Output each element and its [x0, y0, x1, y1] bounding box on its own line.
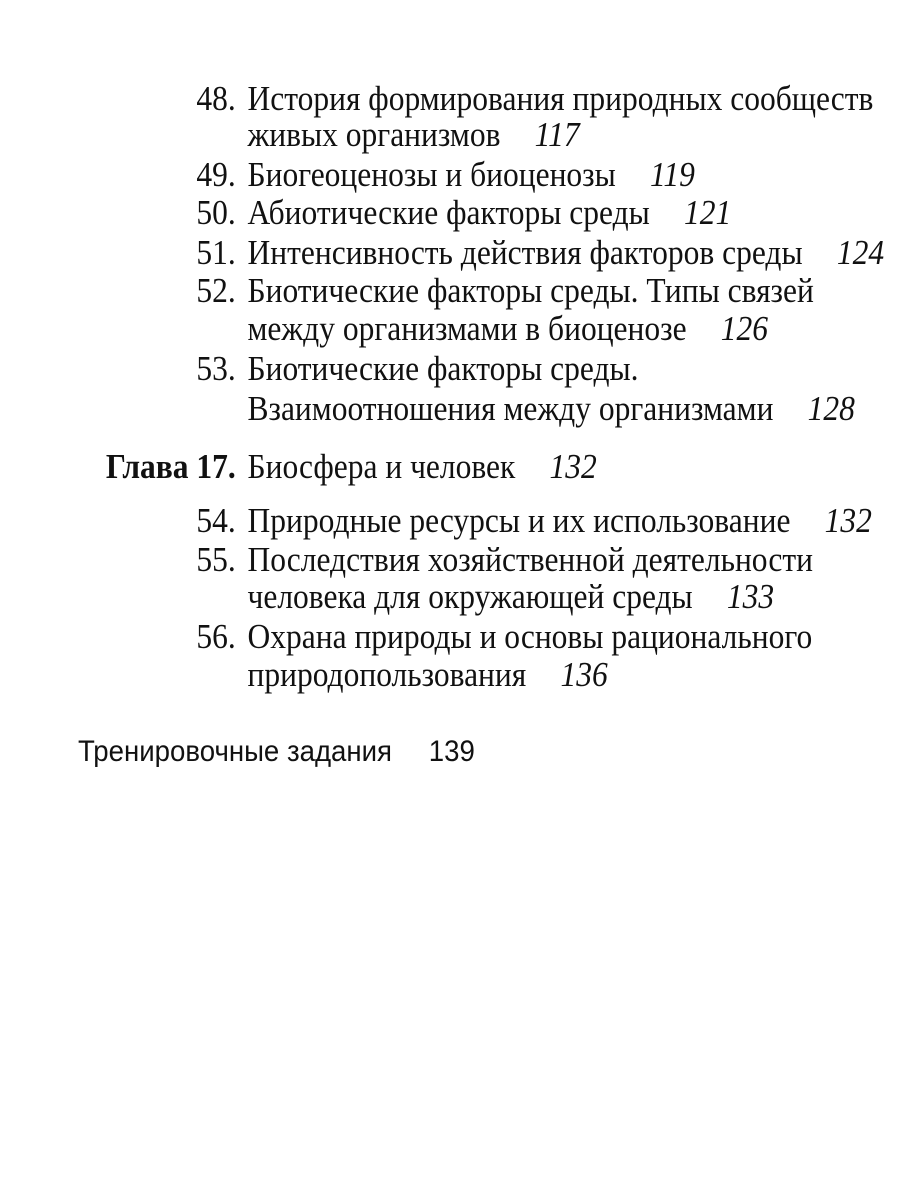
training-label: Тренировочные задания — [78, 735, 393, 768]
entry-title: между организмами в биоценозе — [247, 309, 687, 348]
entry-number: 56. — [196, 617, 236, 656]
entry-title: Абиотические факторы среды — [247, 193, 650, 232]
entry-number: 48. — [196, 79, 236, 118]
page-number: 119 — [649, 155, 695, 194]
entry-number: 55. — [196, 540, 236, 579]
page-number: 121 — [683, 193, 732, 232]
page-number: 139 — [428, 735, 475, 768]
entry-title: человека для окружающей среды — [247, 577, 693, 616]
page-number: 132 — [549, 447, 597, 486]
entry-title: Биогеоценозы и биоценозы — [247, 155, 616, 194]
page-number: 132 — [824, 501, 872, 540]
entry-number: 52. — [196, 271, 236, 310]
chapter-title: Биосфера и человек — [247, 447, 516, 486]
entry-number: 50. — [196, 193, 236, 232]
entry-title: Интенсивность действия факторов среды — [247, 233, 803, 272]
entry-title: Последствия хозяйственной деятельности — [247, 540, 813, 579]
entry-number: 53. — [196, 349, 236, 388]
entry-title: Биотические факторы среды. — [247, 349, 639, 388]
entry-title: Охрана природы и основы рационального — [247, 617, 813, 656]
entry-title: Взаимоотношения между организмами — [247, 389, 774, 428]
entry-title: Природные ресурсы и их использование — [247, 501, 791, 540]
entry-title: живых организмов — [247, 115, 501, 154]
page-number: 128 — [807, 389, 855, 428]
page-number: 124 — [836, 233, 885, 272]
entry-number: 51. — [196, 233, 236, 272]
toc-training-tasks[interactable] — [78, 735, 475, 769]
chapter-label: Глава 17. — [105, 447, 236, 486]
page-number: 136 — [560, 655, 608, 694]
page-number: 117 — [534, 115, 580, 154]
entry-title: Биотические факторы среды. Типы связей — [247, 271, 814, 310]
entry-title: История формирования природных сообществ — [247, 79, 874, 118]
entry-number: 49. — [196, 155, 236, 194]
entry-number: 54. — [196, 501, 236, 540]
page-number: 133 — [726, 577, 775, 616]
entry-title: природопользования — [247, 655, 527, 694]
page-number: 126 — [720, 309, 769, 348]
